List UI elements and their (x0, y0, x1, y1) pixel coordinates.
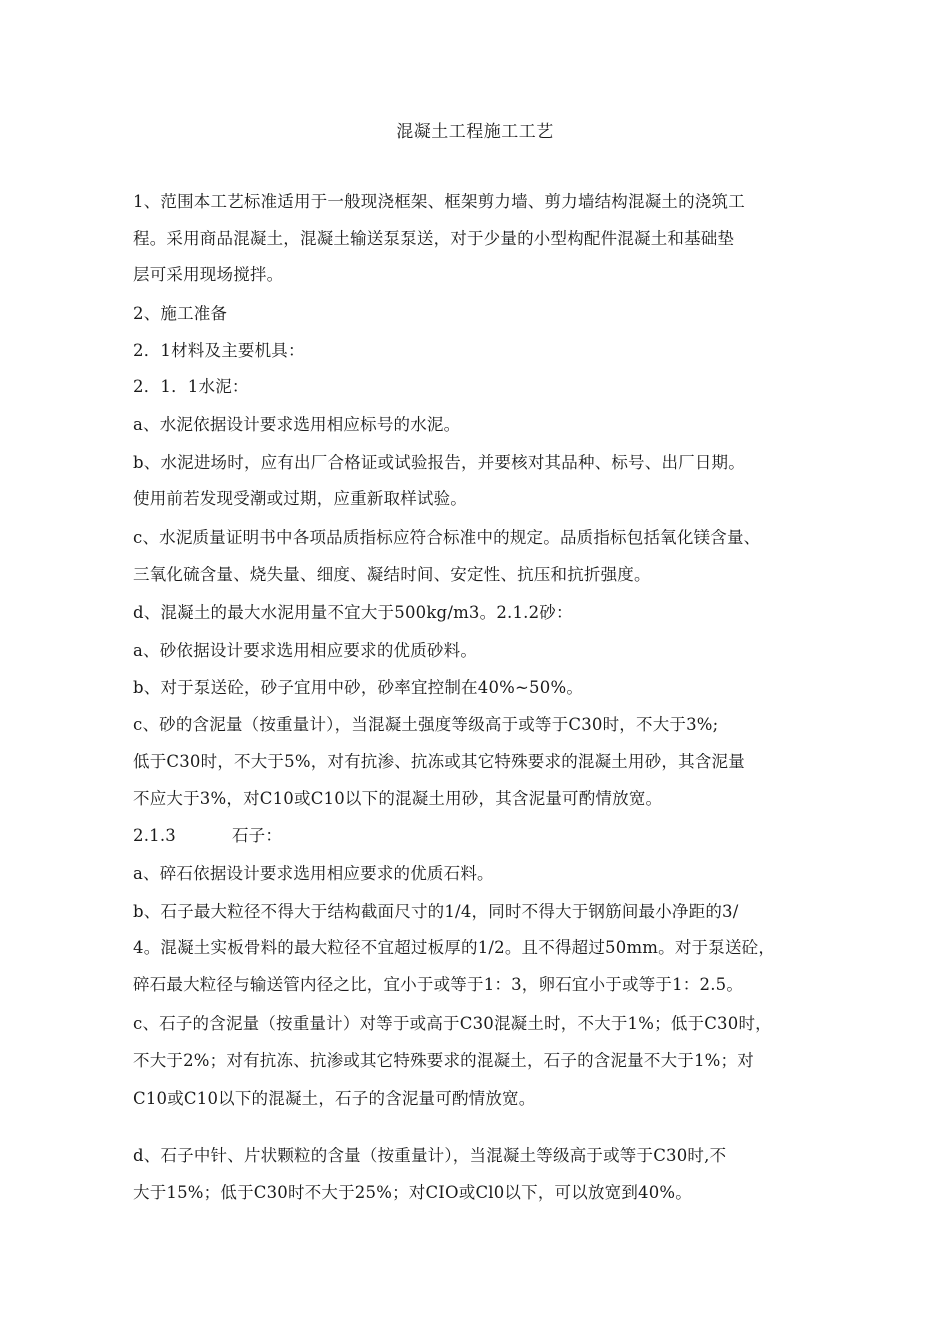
body-line: a、水泥依据设计要求选用相应标号的水泥。 (133, 415, 461, 434)
body-line: C10或C10以下的混凝土，石子的含泥量可酌情放宽。 (133, 1089, 536, 1108)
body-line: b、对于泵送砼，砂子宜用中砂，砂率宜控制在40%~50%。 (133, 678, 584, 697)
document-title: 混凝土工程施工工艺 (396, 122, 554, 142)
stone-heading-label: 石子： (231, 826, 283, 845)
subsection-heading: 2．1．1水泥： (133, 377, 249, 396)
body-line: 程。采用商品混凝土，混凝土输送泵泵送，对于少量的小型构配件混凝土和基础垫 (133, 229, 735, 248)
body-line: a、砂依据设计要求选用相应要求的优质砂料。 (133, 641, 478, 660)
body-line: 碎石最大粒径与输送管内径之比，宜小于或等于1：3，卵石宜小于或等于1：2.5。 (133, 975, 744, 994)
body-line: c、石子的含泥量（按重量计）对等于或高于C30混凝土时，不大于1%；低于C30时， (133, 1014, 772, 1033)
body-line: 低于C30时，不大于5%，对有抗渗、抗冻或其它特殊要求的混凝土用砂，其含泥量 (133, 752, 745, 771)
stone-heading (133, 824, 853, 848)
body-line: d、石子中针、片状颗粒的含量（按重量计），当混凝土等级高于或等于C30时,不 (133, 1146, 727, 1165)
subsection-heading: 2．1材料及主要机具： (133, 341, 305, 360)
stone-heading-number: 2.1.3 (133, 826, 176, 845)
body-line: b、石子最大粒径不得大于结构截面尺寸的1/4，同时不得大于钢筋间最小净距的3/ (133, 902, 739, 921)
body-line: c、水泥质量证明书中各项品质指标应符合标准中的规定。品质指标包括氧化镁含量、 (133, 528, 761, 547)
body-line: 4。混凝土实板骨料的最大粒径不宜超过板厚的1/2。且不得超过50mm。对于泵送砼， (133, 938, 776, 957)
body-line: 使用前若发现受潮或过期，应重新取样试验。 (133, 489, 467, 508)
body-line: 三氧化硫含量、烧失量、细度、凝结时间、安定性、抗压和抗折强度。 (133, 565, 651, 584)
body-line: 不应大于3%，对C10或C10以下的混凝土用砂，其含泥量可酌情放宽。 (133, 789, 663, 808)
body-line: 层可采用现场搅拌。 (133, 265, 284, 284)
body-line: 大于15%；低于C30时不大于25%；对CIO或Cl0以下，可以放宽到40%。 (133, 1183, 693, 1202)
body-line: 1、范围本工艺标准适用于一般现浇框架、框架剪力墙、剪力墙结构混凝土的浇筑工 (133, 192, 745, 211)
body-line: a、碎石依据设计要求选用相应要求的优质石料。 (133, 864, 494, 883)
body-line: b、水泥进场时，应有出厂合格证或试验报告，并要核对其品种、标号、出厂日期。 (133, 453, 745, 472)
section-heading: 2、施工准备 (133, 304, 228, 323)
body-line: d、混凝土的最大水泥用量不宜大于500kg/m3。2.1.2砂： (133, 603, 573, 622)
body-line: 不大于2%；对有抗冻、抗渗或其它特殊要求的混凝土，石子的含泥量不大于1%；对 (133, 1051, 754, 1070)
body-line: c、砂的含泥量（按重量计），当混凝土强度等级高于或等于C30时，不大于3%; (133, 715, 719, 734)
